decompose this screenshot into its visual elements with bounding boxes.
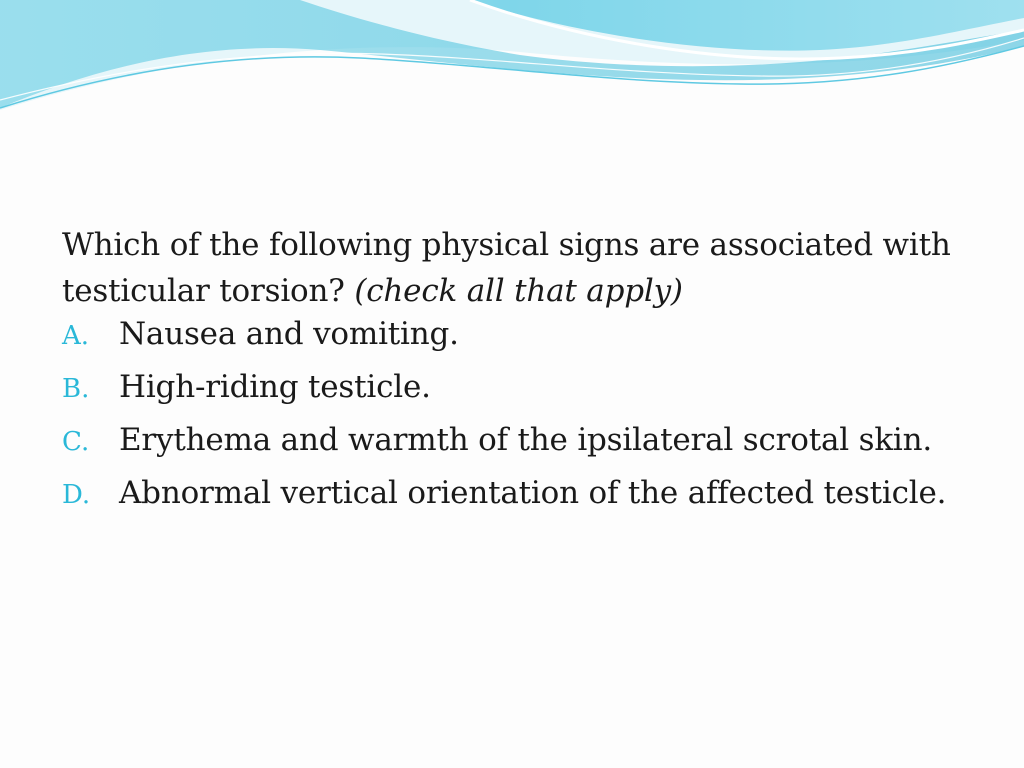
question-text (62, 222, 982, 314)
option-text: Erythema and warmth of the ipsilateral scrotal skin. (119, 422, 933, 458)
answer-options (62, 316, 982, 528)
slide-content (62, 222, 982, 528)
option-text: Abnormal vertical orientation of the affected testicle. (119, 475, 947, 511)
option-b (62, 369, 982, 422)
option-a (62, 316, 982, 369)
question-stem: Which of the following physical signs are associated with testicular torsion? (62, 227, 951, 309)
wave-header-decoration (0, 0, 1024, 130)
option-letter: C. (62, 427, 90, 457)
question-hint: (check all that apply) (354, 273, 683, 309)
option-letter: B. (62, 374, 90, 404)
option-letter: A. (62, 321, 90, 351)
option-c (62, 422, 982, 475)
option-text: High-riding testicle. (119, 369, 431, 405)
option-letter: D. (62, 480, 91, 510)
option-d (62, 475, 982, 528)
option-text: Nausea and vomiting. (119, 316, 459, 352)
